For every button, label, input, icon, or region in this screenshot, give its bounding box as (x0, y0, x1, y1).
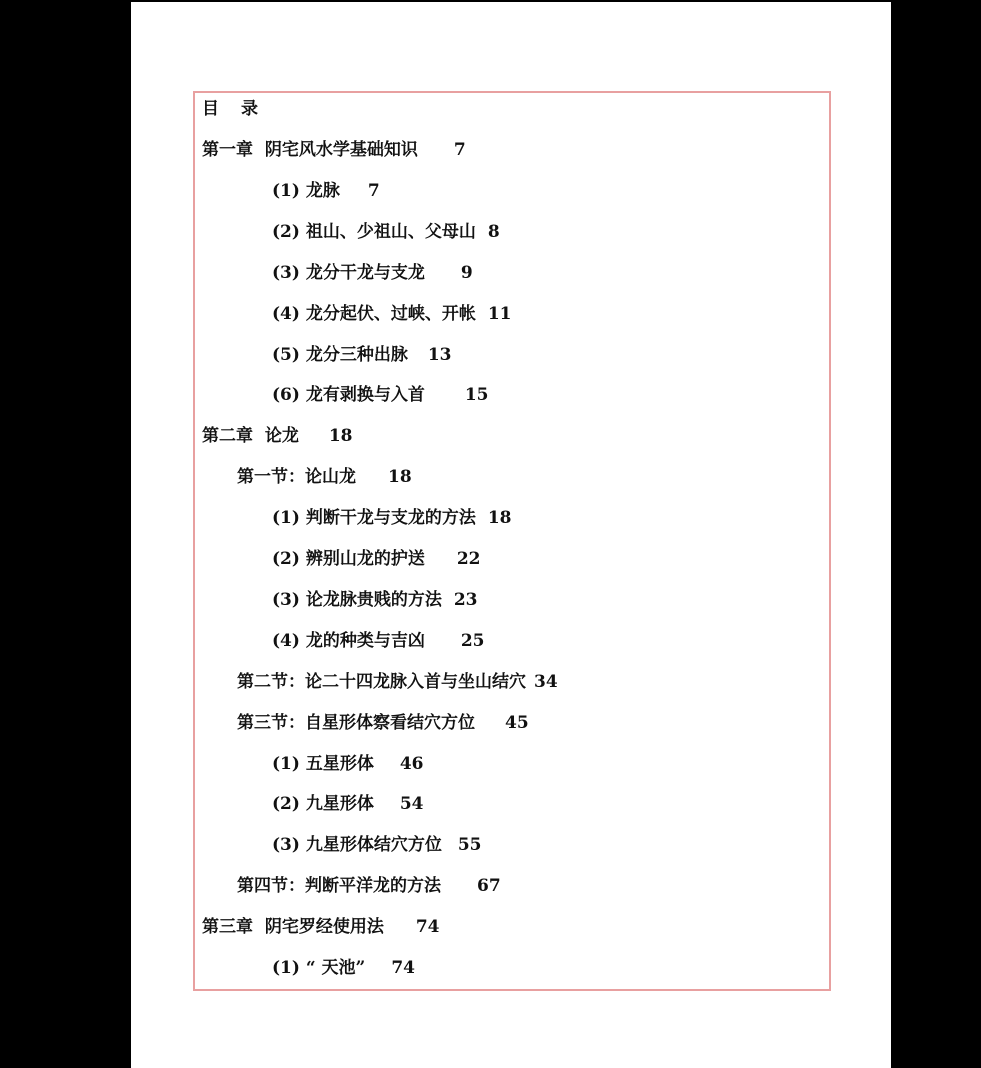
toc-entry-title: (3) 龙分干龙与支龙 (272, 262, 425, 283)
toc-entry-page: 11 (487, 303, 512, 324)
toc-entry[interactable] (272, 261, 473, 285)
toc-entry-title: (2) 辨别山龙的护送 (272, 549, 425, 569)
toc-entry-title: (1) 判断干龙与支龙的方法 (272, 508, 476, 529)
toc-entry-title: (1) “ 天池” (272, 958, 366, 978)
toc-entry-page: 18 (487, 508, 512, 529)
toc-entry-title: (5) 龙分三种出脉 (272, 344, 408, 365)
toc-entry-title: (6) 龙有剥换与入首 (272, 385, 425, 406)
toc-frame (193, 91, 831, 991)
toc-entry-page: 7 (453, 140, 466, 160)
toc-entry-title: (4) 龙分起伏、过峡、开帐 (272, 303, 476, 324)
toc-entry-page: 22 (456, 549, 481, 569)
toc-entry-page: 18 (388, 467, 412, 488)
toc-entry[interactable] (272, 220, 500, 244)
toc-entry-page: 46 (399, 753, 424, 774)
toc-entry-title: (2) 祖山、少祖山、父母山 (272, 221, 476, 242)
toc-title-left: 目 (202, 99, 219, 119)
toc-entry-title: 第三节：自星形体察看结穴方位 (237, 712, 475, 733)
toc-entry[interactable] (237, 465, 412, 489)
toc-entry[interactable] (272, 629, 485, 653)
toc-entry-page: 13 (427, 344, 452, 365)
toc-title (202, 97, 258, 121)
toc-entry-title: 第一章 阴宅风水学基础知识 (202, 140, 418, 160)
toc-entry-page: 18 (328, 426, 353, 447)
toc-entry-title: 第三章 阴宅罗经使用法 (202, 917, 384, 938)
toc-entry-page: 54 (399, 794, 424, 815)
toc-entry-page: 67 (477, 876, 501, 897)
toc-entry[interactable] (202, 424, 353, 448)
toc-entry[interactable] (272, 752, 424, 776)
toc-entry[interactable] (272, 302, 512, 326)
toc-entry-title: 第四节：判断平洋龙的方法 (237, 876, 441, 897)
toc-entry-page: 8 (487, 221, 500, 242)
toc-entry[interactable] (202, 138, 466, 162)
toc-entry[interactable] (272, 833, 482, 857)
toc-entry-title: (1) 五星形体 (272, 753, 374, 774)
toc-entry[interactable] (272, 956, 415, 980)
toc-entry-title: (1) 龙脉 (272, 180, 340, 201)
toc-entry[interactable] (272, 547, 481, 571)
toc-entry-title: 第二章 论龙 (202, 426, 299, 447)
table-of-contents (195, 93, 829, 989)
toc-entry[interactable] (272, 506, 512, 530)
toc-entry[interactable] (272, 383, 489, 407)
toc-entry-title: 第一节：论山龙 (237, 467, 356, 488)
toc-entry[interactable] (272, 179, 380, 203)
toc-entry[interactable] (272, 343, 452, 367)
toc-entry[interactable] (272, 588, 478, 612)
toc-entry-title: (3) 九星形体结穴方位 (272, 835, 442, 856)
toc-entry[interactable] (237, 711, 529, 735)
toc-entry-title: (3) 论龙脉贵贱的方法 (272, 589, 442, 610)
toc-entry-page: 15 (464, 385, 489, 406)
toc-entry[interactable] (202, 915, 440, 939)
toc-entry[interactable] (272, 792, 424, 816)
toc-entry-page: 74 (391, 958, 415, 978)
toc-entry-page: 7 (367, 180, 380, 201)
toc-entry-page: 23 (453, 589, 478, 610)
toc-entry-title: (4) 龙的种类与吉凶 (272, 630, 425, 651)
toc-entry-page: 25 (460, 630, 485, 651)
document-page (131, 2, 891, 1068)
toc-entry-page: 55 (457, 835, 482, 856)
toc-entry-page: 9 (460, 262, 473, 283)
toc-entry-page: 45 (505, 712, 529, 733)
toc-title-right: 录 (241, 99, 258, 119)
toc-entry[interactable] (237, 874, 501, 898)
toc-entry[interactable] (237, 670, 558, 694)
toc-entry-title: (2) 九星形体 (272, 794, 374, 815)
toc-entry-page: 74 (415, 917, 440, 938)
toc-entry-page: 34 (534, 671, 558, 692)
toc-entry-title: 第二节：论二十四龙脉入首与坐山结穴 (237, 671, 526, 692)
